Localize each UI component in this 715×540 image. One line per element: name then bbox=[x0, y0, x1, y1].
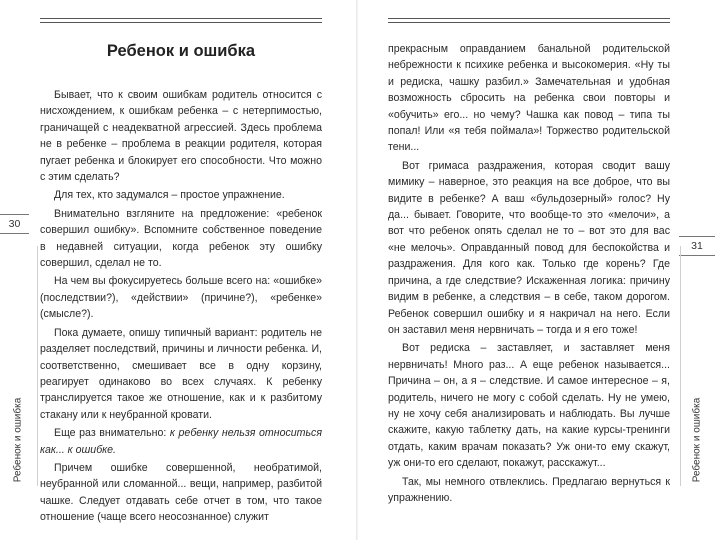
paragraph-lead: Еще раз внимательно: bbox=[54, 427, 170, 440]
paragraph: Так, мы немного отвлеклись. Предлагаю вернуться к упражнению. bbox=[388, 475, 670, 504]
paragraph: прекрасным оправданием банальной родительской небрежности к психике ребенка и высокомерия. «Ну ты и редиска, чашку разбил.» Замечательная и удобная возможность сбросить на ребенка свои повторы и «обучить» его... но чему? Чашка как повод – типа ты попал! Или «я тебя поймала»! Торжество родительской тени... bbox=[388, 43, 670, 154]
paragraph bbox=[40, 425, 322, 458]
margin-line-left bbox=[37, 246, 38, 486]
right-body-text bbox=[388, 41, 670, 508]
paragraph: Бывает, что к своим ошибкам родитель относится с нисхождением, к ошибкам ребенка – с нетерпимостью, граничащей с неадекватной агрессией. Здесь проблема не в ребенке – проблема в реакции родителя, которая пугает ребенка и блокирует его способности. Что можно с этим сделать? bbox=[40, 89, 322, 184]
paragraph: Для тех, кто задумался – простое упражнение. bbox=[54, 189, 285, 202]
right-page bbox=[357, 0, 715, 540]
paragraph: Вот редиска – заставляет, и заставляет меня нервничать! Много раз... А еще ребенок называется... Причина – он, а я – следствие. И самое интересное – я, родитель, ничего не могу с собой сделать. Ну не умею, ну не хочу себя анализировать и наблюдать. Вы лучше скажите, какую таблетку дать, на какие курсы-тренинги отдать, каким врачам показать? Уж они-то ему скажут, уж они-то его сделают, покажут, расскажут... bbox=[388, 342, 670, 470]
left-page bbox=[0, 0, 357, 540]
paragraph: Внимательно взгляните на предложение: «ребенок совершил ошибку». Вспомните собственное поведение в недавней ситуации, когда ребенок эту ошибку совершил, сделал не то. bbox=[40, 207, 322, 270]
left-body-text bbox=[40, 87, 322, 528]
paragraph-emphasis: к ребенку нельзя относиться как... к ошибке. bbox=[40, 427, 323, 456]
top-rule-right bbox=[388, 18, 670, 23]
paragraph: На чем вы фокусируетесь больше всего на: «ошибке» (последствии?), «действии» (причине?), «ребенке» (смысле?). bbox=[40, 275, 322, 321]
paragraph: Причем ошибке совершенной, необратимой, неубранной или сломанной... вещи, например, разбитой чашке. Следует отдавать себе отчет в том, что такое отношение (чаще всего неосознанное) служит bbox=[40, 461, 322, 524]
chapter-title: Ребенок и ошибка bbox=[106, 42, 256, 60]
margin-line-right bbox=[680, 246, 681, 486]
page-number-right: 31 bbox=[679, 236, 715, 256]
running-head-left: Ребенок и ошибка bbox=[12, 397, 24, 483]
paragraph: Пока думаете, опишу типичный вариант: родитель не разделяет последствий, причины и личности ребенка. И, соответственно, смешивает все в одну корзину, реагирует одинаково во всех случаях. К ребенку транслируется такое же отношение, как и к разбитому стакану или к неубранной кровати. bbox=[40, 326, 322, 421]
paragraph: Вот гримаса раздражения, которая сводит вашу мимику – наверное, это реакция на все доброе, что вы видите в ребенке? А ваш «бульдозерный» голос? Ну да... бывает. Говорите, что вообще-то это «мелочи», а вот что ребенок опять сделал не то – вот это для вас «не мелочь». Оправданный повод для беспокойства и раздражения. Для кого как. Только где корень? Где причина, а где следствие? Искаженная логика: причину видим в ребенке, а следствия – в себе, таком дорогом. Ребенок совершил ошибку и я накричал на него. Если он заставил меня нервничать – тогда и я его тоже! bbox=[388, 159, 670, 336]
running-head-right: Ребенок и ошибка bbox=[691, 397, 703, 483]
page-number-left: 30 bbox=[0, 214, 29, 234]
top-rule-left bbox=[40, 18, 322, 23]
